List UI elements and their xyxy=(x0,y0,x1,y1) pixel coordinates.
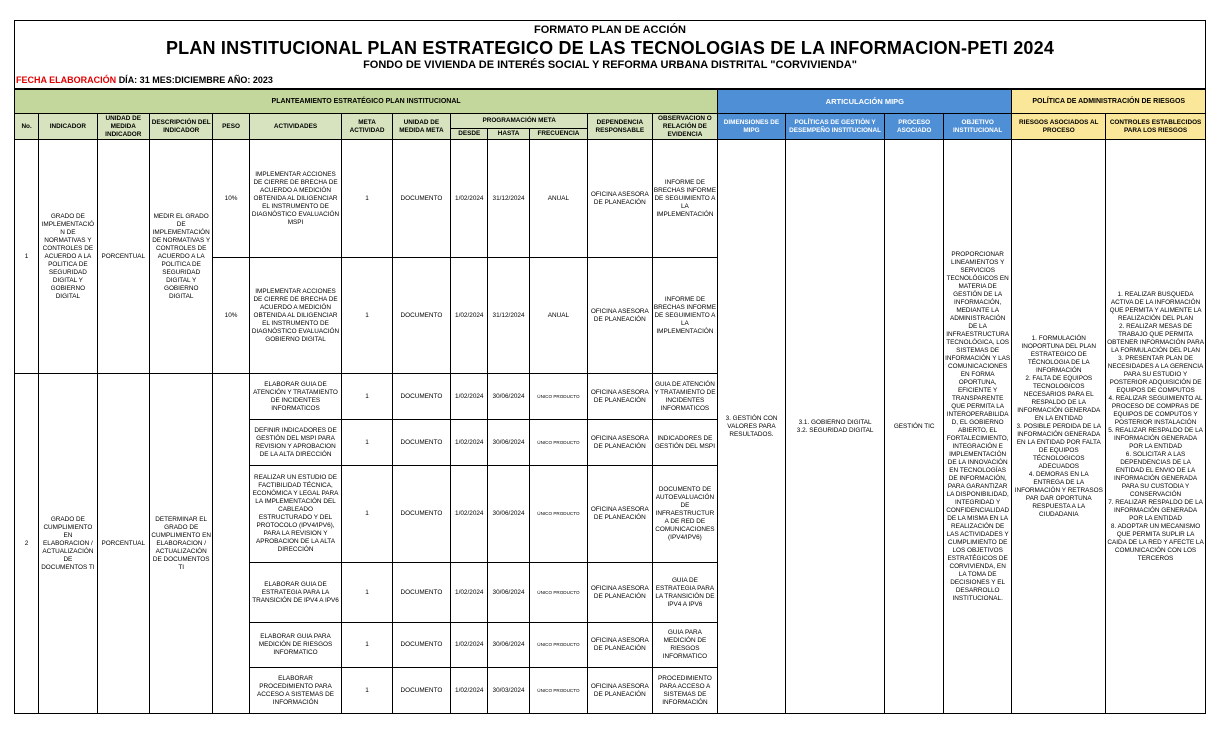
cell-peso: 10% xyxy=(213,140,249,258)
main-title: PLAN INSTITUCIONAL PLAN ESTRATEGICO DE LAS TECNOLOGIAS DE LA INFORMACION-PETI 2024 xyxy=(165,38,1055,58)
cell-actividad: ELABORAR PROCEDIMIENTO PARA ACCESO A SISTEMAS DE INFORMACIÓN xyxy=(249,668,342,714)
group-indicador: GRADO DE IMPLEMENTACIÓN DE NORMATIVAS Y CONTROLES DE ACUERDO A LA POLITICA DE SEGURIDAD DIGITAL Y GOBIERNO DIGITAL xyxy=(39,140,97,374)
cell-unidad-meta: DOCUMENTO xyxy=(392,668,450,714)
group-unidad: PORCENTUAL xyxy=(97,374,149,714)
cell-dependencia: OFICINA ASESORA DE PLANEACIÓN xyxy=(588,140,652,258)
section-mipg: ARTICULACIÓN MIPG xyxy=(718,90,1012,114)
cell-unidad-meta: DOCUMENTO xyxy=(392,563,450,623)
col-dimensiones: DIMENSIONES DE MIPG xyxy=(718,114,785,140)
format-title: FORMATO PLAN DE ACCIÓN xyxy=(534,24,686,36)
cell-peso: 10% xyxy=(213,258,249,374)
group-no: 1 xyxy=(15,140,39,374)
cell-observacion: GUIA DE ESTRATEGIA PARA LA TRANSICIÓN DE IPV4 A IPV6 xyxy=(652,563,718,623)
cell-desde: 1/02/2024 xyxy=(451,563,488,623)
cell-hasta: 31/12/2024 xyxy=(488,258,529,374)
cell-unidad-meta: DOCUMENTO xyxy=(392,420,450,466)
cell-frecuencia: ANUAL xyxy=(529,258,587,374)
cell-frecuencia: ÚNICO PRODUCTO xyxy=(529,668,587,714)
col-hasta: HASTA xyxy=(488,129,529,140)
col-unidad-indicador: UNIDAD DE MEDIDA INDICADOR xyxy=(97,114,149,140)
cell-meta: 1 xyxy=(342,420,392,466)
cell-actividad: ELABORAR GUIA DE ATENCIÓN Y TRATAMIENTO DE INCIDENTES INFORMATICOS xyxy=(249,374,342,420)
cell-desde: 1/02/2024 xyxy=(451,140,488,258)
cell-frecuencia: ÚNICO PRODUCTO xyxy=(529,466,587,563)
cell-observacion: INFORME DE BRECHAS INFORME DE SEGUIMIENTO A LA IMPLEMENTACIÓN xyxy=(652,258,718,374)
col-no: No. xyxy=(15,114,39,140)
cell-observacion: PROCEDIMIENTO PARA ACCESO A SISTEMAS DE INFORMACIÓN xyxy=(652,668,718,714)
cell-observacion: GUIA PARA MEDICIÓN DE RIESGOS INFORMATICO xyxy=(652,623,718,668)
cell-unidad-meta: DOCUMENTO xyxy=(392,466,450,563)
cell-dependencia: OFICINA ASESORA DE PLANEACIÓN xyxy=(588,563,652,623)
group-indicador: GRADO DE CUMPLIMIENTO EN ELABORACION / ACTUALIZACIÓN DE DOCUMENTOS TI xyxy=(39,374,97,714)
cell-hasta: 30/06/2024 xyxy=(488,466,529,563)
group-no: 2 xyxy=(15,374,39,714)
cell-desde: 1/02/2024 xyxy=(451,466,488,563)
group-unidad: PORCENTUAL xyxy=(97,140,149,374)
cell-hasta: 30/06/2024 xyxy=(488,623,529,668)
cell-dependencia: OFICINA ASESORA DE PLANEACIÓN xyxy=(588,374,652,420)
mipg-proceso: GESTIÓN TIC xyxy=(885,140,943,714)
col-programacion: PROGRAMACIÓN META xyxy=(451,114,588,129)
group-descripcion: DETERMINAR EL GRADO DE CUMPLIMIENTO EN ELABORACION / ACTUALIZACIÓN DE DOCUMENTOS TI xyxy=(149,374,212,714)
cell-meta: 1 xyxy=(342,374,392,420)
col-controles: CONTROLES ESTABLECIDOS PARA LOS RIESGOS xyxy=(1106,114,1206,140)
cell-hasta: 31/12/2024 xyxy=(488,140,529,258)
col-frecuencia: FRECUENCIA xyxy=(529,129,587,140)
cell-meta: 1 xyxy=(342,668,392,714)
cell-frecuencia: ÚNICO PRODUCTO xyxy=(529,420,587,466)
col-unidad-meta: UNIDAD DE MEDIDA META xyxy=(392,114,450,140)
col-riesgos-asociados: RIESGOS ASOCIADOS AL PROCESO xyxy=(1012,114,1106,140)
fecha-label: FECHA ELABORACIÓN xyxy=(16,75,117,85)
col-indicador: INDICADOR xyxy=(39,114,97,140)
cell-meta: 1 xyxy=(342,623,392,668)
cell-dependencia: OFICINA ASESORA DE PLANEACIÓN xyxy=(588,668,652,714)
cell-unidad-meta: DOCUMENTO xyxy=(392,623,450,668)
cell-desde: 1/02/2024 xyxy=(451,420,488,466)
cell-desde: 1/02/2024 xyxy=(451,374,488,420)
col-peso: PESO xyxy=(213,114,249,140)
entity-name: FONDO DE VIVIENDA DE INTERÉS SOCIAL Y REFORMA URBANA DISTRITAL "CORVIVIENDA" xyxy=(363,59,857,71)
cell-actividad: REALIZAR UN ESTUDIO DE FACTIBILIDAD TÉCNICA, ECONÓMICA Y LEGAL PARA LA IMPLEMENTACIÓN DEL CABLEADO ESTRUCTURADO Y DEL PROTOCOLO (IPV4/IPV6), PARA LA REVISION Y APROBACION DE LA ALTA DIRECCIÓN xyxy=(249,466,342,563)
mipg-politicas: 3.1. GOBIERNO DIGITAL 3.2. SEGURIDAD DIGITAL xyxy=(785,140,885,714)
fecha-elaboracion xyxy=(16,75,273,85)
fecha-value: DÍA: 31 MES:DICIEMBRE AÑO: 2023 xyxy=(118,75,273,85)
cell-actividad: ELABORAR GUIA PARA MEDICIÓN DE RIESGOS INFORMATICO xyxy=(249,623,342,668)
cell-meta: 1 xyxy=(342,466,392,563)
riesgos-controles: 1. REALIZAR BUSQUEDA ACTIVA DE LA INFORMACIÓN QUE PERMITA Y ALIMENTE LA REALIZACIÓN DEL PLAN 2. REALIZAR MESAS DE TRABAJO QUE PERMITA OBTENER INFORMACIÓN PARA LA FORMULACIÓN DEL PLAN 3. PRESENTAR PLAN DE NECESIDADES A LA GERENCIA PARA SU ESTUDIO Y POSTERIOR ADQUISICIÓN DE EQUIPOS DE COMPUTOS 4. REALIZAR SEGUIMIENTO AL PROCESO DE COMPRAS DE EQUIPOS DE COMPUTOS Y POSTERIOR INSTALACIÓN 5. REALIZAR RESPALDO DE LA INFORMACIÓN GENERADA POR LA ENTIDAD 6. SOLICITAR A LAS DEPENDENCIAS DE LA ENTIDAD EL ENVIO DE LA INFORMACIÓN GENERADA PARA SU CUSTODIA Y CONSERVACIÓN 7. REALIZAR RESPALDO DE LA INFORMACIÓN GENERADA POR LA ENTIDAD 8. ADOPTAR UN MECANISMO QUE PERMITA SUPLIR LA CAIDA DE LA RED Y AFECTE LA COMUNICACIÓN CON LOS TERCEROS xyxy=(1106,140,1206,714)
cell-observacion: INDICADORES DE GESTIÓN DEL MSPI xyxy=(652,420,718,466)
col-meta-actividad: META ACTIVIDAD xyxy=(342,114,392,140)
col-descripcion: DESCRIPCIÓN DEL INDICADOR xyxy=(149,114,212,140)
cell-desde: 1/02/2024 xyxy=(451,668,488,714)
cell-desde: 1/02/2024 xyxy=(451,623,488,668)
cell-desde: 1/02/2024 xyxy=(451,258,488,374)
cell-dependencia: OFICINA ASESORA DE PLANEACIÓN xyxy=(588,623,652,668)
cell-hasta: 30/03/2024 xyxy=(488,668,529,714)
cell-hasta: 30/06/2024 xyxy=(488,563,529,623)
cell-meta: 1 xyxy=(342,140,392,258)
cell-frecuencia: ÚNICO PRODUCTO xyxy=(529,623,587,668)
col-desde: DESDE xyxy=(451,129,488,140)
cell-dependencia: OFICINA ASESORA DE PLANEACIÓN xyxy=(588,466,652,563)
cell-observacion: GUIA DE ATENCIÓN Y TRATAMIENTO DE INCIDENTES INFORMATICOS xyxy=(652,374,718,420)
cell-hasta: 30/06/2024 xyxy=(488,420,529,466)
mipg-objetivo: PROPORCIONAR LINEAMIENTOS Y SERVICIOS TECNOLÓGICOS EN MATERIA DE GESTIÓN DE LA INFORMACIÓN, MEDIANTE LA ADMINISTRACIÓN DE LA INFRAESTRUCTURA TECNOLÓGICA, LOS SISTEMAS DE INFORMACIÓN Y LAS COMUNICACIONES EN FORMA OPORTUNA, EFICIENTE Y TRANSPARENTE QUE PERMITA LA INTEROPERABILIDAD, EL GOBIERNO ABIERTO, EL FORTALECIMIENTO, INTEGRACIÓN E IMPLEMENTACIÓN DE LA INNOVACIÓN EN TECNOLOGÍAS DE INFORMACIÓN, PARA GARANTIZAR LA DISPONIBILIDAD, INTEGRIDAD Y CONFIDENCIALIDAD DE LA MISMA EN LA REALIZACIÓN DE LAS ACTIVIDADES Y CUMPLIMIENTO DE LOS OBJETIVOS ESTRATÉGICOS DE CORVIVIENDA, EN LA TOMA DE DECISIONES Y EL DESARROLLO INSTITUCIONAL. xyxy=(943,140,1012,714)
col-objetivo: OBJETIVO INSTITUCIONAL xyxy=(943,114,1012,140)
col-dependencia: DEPENDENCIA RESPONSABLE xyxy=(588,114,652,140)
col-proceso: PROCESO ASOCIADO xyxy=(885,114,943,140)
cell-unidad-meta: DOCUMENTO xyxy=(392,374,450,420)
cell-frecuencia: ÚNICO PRODUCTO xyxy=(529,374,587,420)
cell-actividad: ELABORAR GUIA DE ESTRATEGIA PARA LA TRANSICIÓN DE IPV4 A IPV6 xyxy=(249,563,342,623)
group-descripcion: MEDIR EL GRADO DE IMPLEMENTACIÓN DE NORMATIVAS Y CONTROLES DE ACUERDO A LA POLITICA DE SEGURIDAD DIGITAL Y GOBIERNO DIGITAL xyxy=(149,140,212,374)
cell-actividad: DEFINIR INDICADORES DE GESTIÓN DEL MSPI PARA REVISION Y APROBACION DE LA ALTA DIRECCIÓN xyxy=(249,420,342,466)
section-riesgos: POLÍTICA DE ADMINISTRACIÓN DE RIESGOS xyxy=(1012,90,1206,114)
cell-meta: 1 xyxy=(342,258,392,374)
cell-frecuencia: ÚNICO PRODUCTO xyxy=(529,563,587,623)
cell-actividad: IMPLEMENTAR ACCIONES DE CIERRE DE BRECHA DE ACUERDO A MEDICIÓN OBTENIDA AL DILIGENCIAR EL INSTRUMENTO DE DIAGNÓSTICO EVALUACIÓN GOBIERNO DIGITAL xyxy=(249,258,342,374)
cell-dependencia: OFICINA ASESORA DE PLANEACIÓN xyxy=(588,420,652,466)
section-plan: PLANTEAMIENTO ESTRATÉGICO PLAN INSTITUCIONAL xyxy=(15,90,718,114)
cell-unidad-meta: DOCUMENTO xyxy=(392,140,450,258)
mipg-dimension: 3. GESTIÓN CON VALORES PARA RESULTADOS. xyxy=(718,140,785,714)
col-politicas: POLÍTICAS DE GESTIÓN Y DESEMPEÑO INSTITUCIONAL xyxy=(785,114,885,140)
cell-dependencia: OFICINA ASESORA DE PLANEACIÓN xyxy=(588,258,652,374)
cell-unidad-meta: DOCUMENTO xyxy=(392,258,450,374)
cell-frecuencia: ANUAL xyxy=(529,140,587,258)
cell-observacion: DOCUMENTO DE AUTOEVALUACIÓN DE INFRAESTRUCTURA DE RED DE COMUNICACIONES (IPV4/IPV6) xyxy=(652,466,718,563)
cell-actividad: IMPLEMENTAR ACCIONES DE CIERRE DE BRECHA DE ACUERDO A MEDICIÓN OBTENIDA AL DILIGENCIAR EL INSTRUMENTO DE DIAGNÓSTICO EVALUACIÓN MSPI xyxy=(249,140,342,258)
col-observacion: OBSERVACION O RELACIÓN DE EVIDENCIA xyxy=(652,114,718,140)
cell-observacion: INFORME DE BRECHAS INFORME DE SEGUIMIENTO A LA IMPLEMENTACIÓN xyxy=(652,140,718,258)
table-row xyxy=(15,140,1206,258)
cell-peso-empty xyxy=(213,374,249,714)
col-actividades: ACTIVIDADES xyxy=(249,114,342,140)
action-plan-sheet xyxy=(14,20,1206,720)
cell-hasta: 30/06/2024 xyxy=(488,374,529,420)
action-plan-table xyxy=(14,89,1206,714)
riesgos-asociados: 1. FORMULACIÓN INOPORTUNA DEL PLAN ESTRATEGICO DE TÉCNOLOGIA DE LA INFORMACIÓN 2. FALTA DE EQUIPOS TECNOLOGICOS NECESARIOS PARA EL RESPALDO DE LA INFORMACIÓN GENERADA EN LA ENTIDAD 3. POSIBLE PERDIDA DE LA INFORMACIÓN GENERADA EN LA ENTIDAD POR FALTA DE EQUIPOS TÉCNOLOGICOS ADECUADOS 4. DEMORAS EN LA ENTREGA DE LA INFORMACIÓN Y RETRASOS PAR DAR OPORTUNA RESPUESTA A LA CIUDADANIA xyxy=(1012,140,1106,714)
cell-meta: 1 xyxy=(342,563,392,623)
